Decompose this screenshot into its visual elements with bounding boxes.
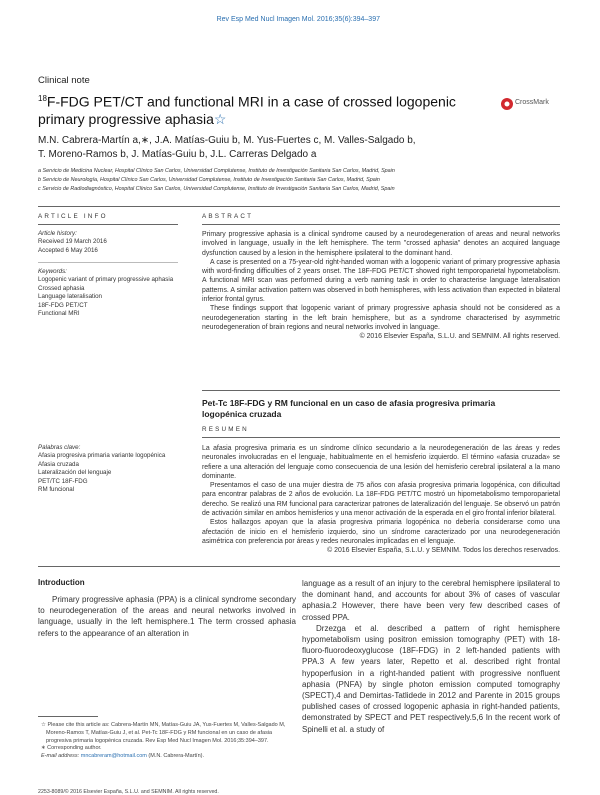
- crossmark-logo[interactable]: [500, 97, 560, 111]
- author-list: M.N. Cabrera-Martín a,∗, J.A. Matías-Guiu b, M. Yus-Fuertes c, M. Valles-Salgado b, T. Moreno-Ramos b, J. Matías-Guiu b, J.L. Carreras Delgado a: [38, 135, 416, 160]
- article-history: Article history: Received 19 March 2016 Accepted 6 May 2016: [38, 230, 107, 254]
- article-title: $^{18}$F-FDG PET/CT and functional MRI in a case of crossed logopenic primary progressive aphasia☆: [38, 93, 456, 127]
- spanish-title: Pet-Tc 18F-FDG y RM funcional en un caso de afasia progresiva primaria logopénica cruzada: [202, 398, 496, 419]
- intro-left-column: Primary progressive aphasia (PPA) is a clinical syndrome secondary to neurodegeneration of the areas and neural networks involved in language, usually in the left hemisphere.1 The term crossed aphasia refers to the appearance of an alteration in: [38, 595, 296, 638]
- resumen-es: La afasia progresiva primaria es un síndrome clínico secundario a la neurodegeneración de las áreas y redes neuronales involucradas en el lenguaje, habitualmente en el hemisferio izquierdo. El término «afasia cruzada» se refiere a una alteración del lenguaje como consecuencia de una lesión del hemisferio cerebral ipsilateral a la mano dominante. Presentamos el caso de una mujer diestra de 75 años con afasia progresiva primaria logopénica, con dificultad para encontrar palabras de 2 años de evolución. La 18F-FDG PET/TC mostró un hipometabolismo temporoparietal derecho. Se realizó una RM funcional para caracterizar patrones de lateralización del lenguaje. Se observó un patrón de activación similar en ambos hemisferios y una menor activación de la esperada en el giro frontal inferior bilateral. Estos hallazgos apoyan que la afasia progresiva primaria logopénica no debería considerarse como una afectación de inicio en el hemisferio izquierdo, sino un síndrome caracterizado por una neurodegeneración asimétrica con preferencia por áreas y redes neuronales implicadas en el lenguaje. © 2016 Elsevier España, S.L.U. y SEMNIM. Todos los derechos reservados.: [202, 445, 560, 555]
- divider: [38, 206, 560, 207]
- divider: [38, 224, 178, 225]
- journal-reference[interactable]: Rev Esp Med Nucl Imagen Mol. 2016;35(6):394–397: [216, 16, 380, 23]
- email-link[interactable]: mncabreram@hotmail.com: [80, 753, 147, 760]
- footnotes: ☆ Please cite this article as: Cabrera-Martín MN, Matías-Guiu JA, Yus-Fuertes M, Valles-Salgado M, Moreno-Ramos T, Matías-Guiu J, et al. Pet-Tc 18F-FDG y RM funcional en un caso de afasia progresiva primaria logopénica cruzada. Rev Esp Med Nucl Imagen Mol. 2016;35:394–397. ∗ Corresponding author. E-mail address: mncabreram@hotmail.com (M.N. Cabrera-Martín).: [41, 722, 286, 760]
- crossmark-label: CrossMark: [515, 99, 549, 106]
- keywords-es: Palabras clave: Afasia progresiva primaria variante logopénica Afasia cruzada Lateralización del lenguaje PET/TC 18F-FDG RM funcional: [38, 444, 166, 494]
- introduction-heading: Introduction: [38, 578, 85, 587]
- intro-right-column: language as a result of an injury to the cerebral hemisphere ipsilateral to the dominant hand, and accounts for about 3% of cases of vascular aphasia.2 However, there have been very few described cases of crossed PPA. Drzezga et al. described a pattern of right hemisphere hypometabolism using positron emission tomography (PET) with 18-fluoro-fluorodeoxyglucose (18F-FDG) in 2 left-handed patients with PPA.3 A few years later, Repetto et al. described right frontal hypoperfusion in a right-handed patient with progressive nonfluent aphasia (PNFA) by single photon emission computed tomography (SPECT),4 and Demirtas-Tatlidede in 2012 and Parente in 2015 groups published cases of crossed logopenic aphasia in right-handed patients, demonstrated by SPECT and PET respectively.5,6 In the recent work of Spinelli et al. a study of: [302, 579, 560, 734]
- article-info-heading: ARTICLE INFO: [38, 213, 108, 220]
- divider: [202, 390, 560, 391]
- article-category: Clinical note: [38, 75, 90, 86]
- abstract-en: Primary progressive aphasia is a clinical syndrome caused by a neurodegeneration of areas and neural networks involved in language, usually in the left hemisphere. The term "crossed aphasia" denotes an acquired language dysfunction caused by a lesion in the hemisphere ipsilateral to the dominant hand. A case is presented on a 75-year-old right-handed woman with a logopenic variant of primary progressive aphasia with word-finding difficulties of 2 years onset. The 18F-FDG PET/CT showed right temporoparietal hypometabolism. A functional MRI scan was performed during a verb naming task in order to characterise language lateralisation patterns. A similar activation pattern was observed in both hemispheres, with less activation than expected in bilateral inferior frontal gyrus. These findings support that logopenic variant of primary progressive aphasia should not be considered as a neurodegeneration starting in the left brain hemisphere, but as a syndrome characterised by asymmetric neurodegeneration of brain regions and neural networks involved in language. © 2016 Elsevier España, S.L.U. and SEMNIM. All rights reserved.: [202, 231, 560, 341]
- footnote-divider: [38, 716, 98, 717]
- divider: [38, 566, 560, 567]
- divider: [38, 262, 178, 263]
- issn-line: 2253-8089/© 2016 Elsevier España, S.L.U. and SEMNIM. All rights reserved.: [38, 789, 219, 795]
- affiliations: a Servicio de Medicina Nuclear, Hospital Clínico San Carlos, Universidad Complutense, Instituto de Investigación Sanitaria San Carlos, Madrid, Spain b Servicio de Neurología, Hospital Clínico San Carlos, Universidad Complutense, Instituto de Investigación Sanitaria San Carlos, Madrid, Spain c Servicio de Radiodiagnóstico, Hospital Clínico San Carlos, Universidad Complutense, Instituto de Investigación Sanitaria San Carlos, Madrid, Spain: [38, 168, 395, 192]
- keywords-en: Keywords: Logopenic variant of primary progressive aphasia Crossed aphasia Language lateralisation 18F-FDG PET/CT Functional MRI: [38, 268, 174, 318]
- divider: [202, 437, 560, 438]
- divider: [202, 224, 560, 225]
- abstract-heading: ABSTRACT: [202, 213, 254, 220]
- resumen-heading: RESUMEN: [202, 426, 249, 433]
